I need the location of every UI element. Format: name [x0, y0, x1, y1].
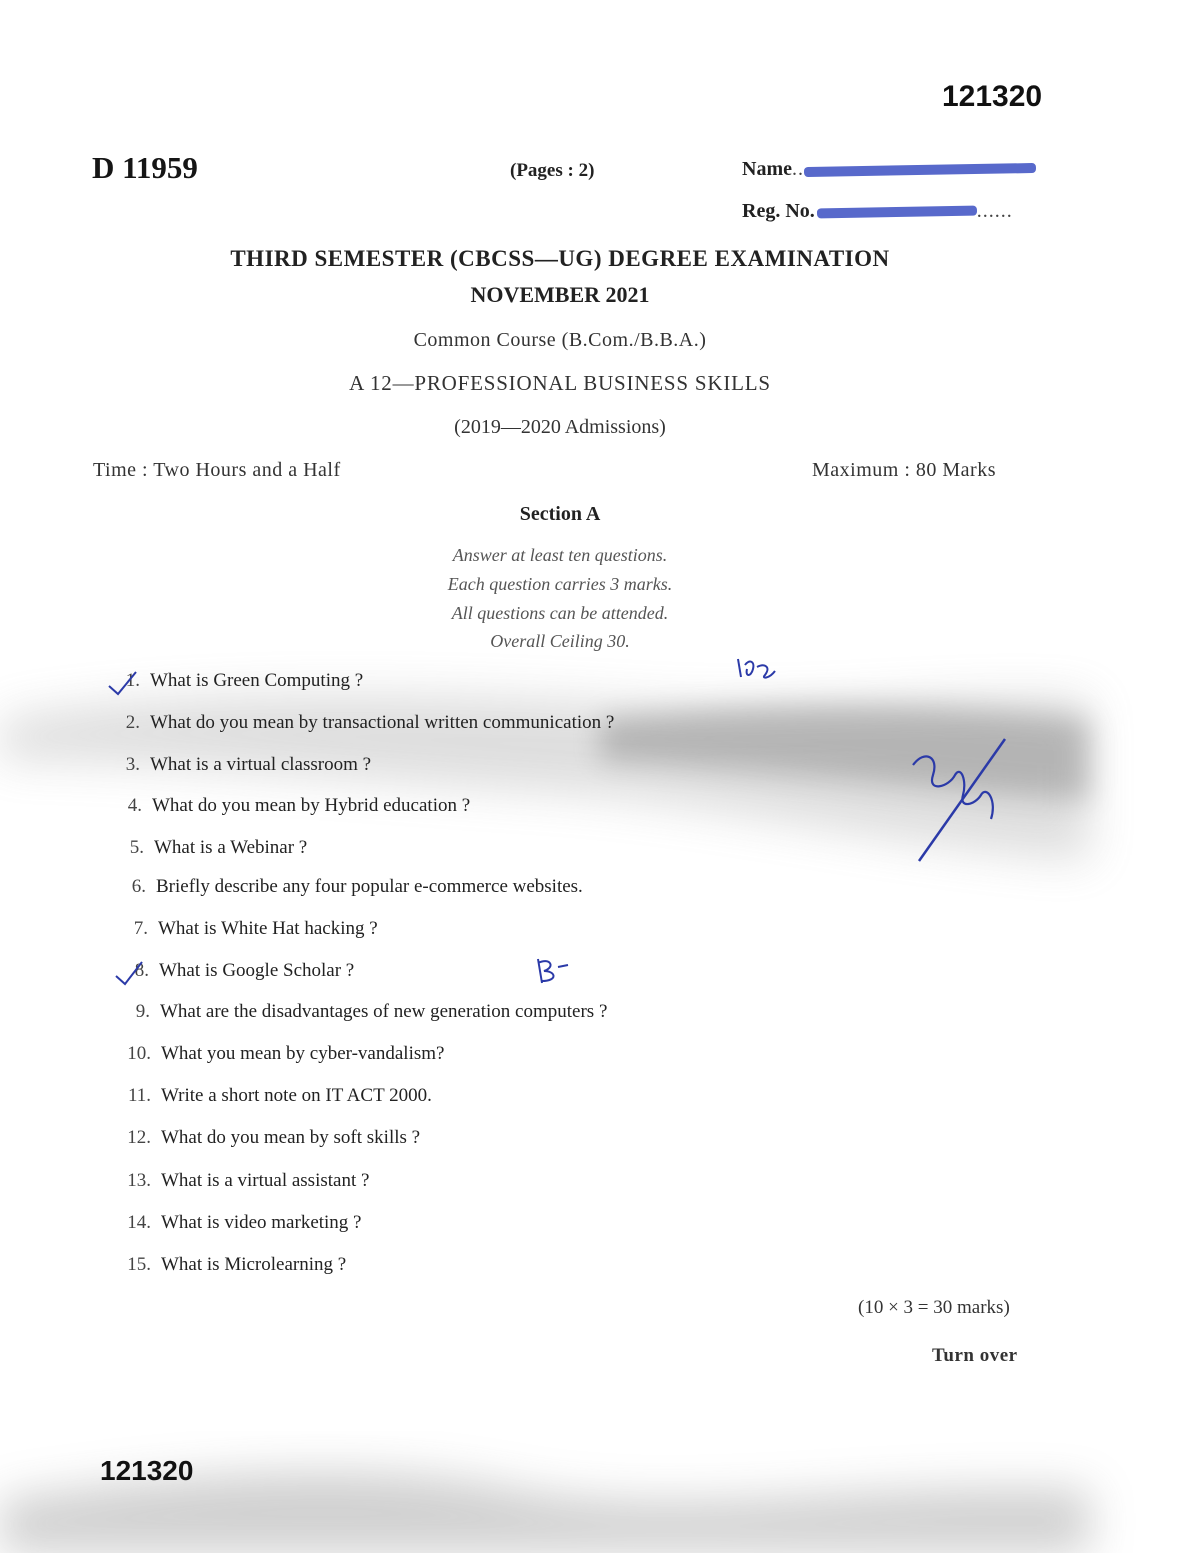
instruction-line: Answer at least ten questions.: [452, 545, 668, 565]
page-count: (Pages : 2): [510, 160, 595, 181]
turn-over-note: Turn over: [932, 1345, 1018, 1366]
question-number: 15.: [127, 1254, 151, 1275]
barcode-number-top: 121320: [942, 80, 1043, 113]
question-text: What are the disadvantages of new generation computers ?: [160, 1001, 608, 1022]
question-text: What is video marketing ?: [161, 1212, 362, 1233]
question-item: [114, 1001, 607, 1023]
question-number: 4.: [127, 795, 142, 816]
question-item: [108, 837, 307, 859]
question-text: What is a virtual assistant ?: [161, 1170, 370, 1191]
question-number: 14.: [127, 1212, 151, 1233]
maximum-marks: Maximum : 80 Marks: [812, 459, 996, 481]
section-heading: Section A: [519, 503, 601, 525]
question-number: 2.: [125, 712, 140, 733]
question-text: What is a Webinar ?: [154, 837, 308, 858]
handwritten-tick-mark-2: [112, 958, 152, 988]
subject-name: A 12—PROFESSIONAL BUSINESS SKILLS: [349, 371, 771, 395]
question-number: 6.: [131, 876, 146, 897]
question-item: [115, 1127, 420, 1149]
question-number: 12.: [127, 1127, 151, 1148]
reg-no-redaction: [817, 206, 977, 219]
instruction-line: All questions can be attended.: [451, 603, 669, 623]
handwritten-tick-mark-1: [104, 668, 144, 698]
exam-duration: Time : Two Hours and a Half: [93, 459, 341, 481]
question-number: 7.: [133, 918, 148, 939]
reg-no-field: Reg. No. ......: [742, 200, 1013, 222]
paper-code: D 11959: [92, 150, 198, 185]
question-number: 8.: [134, 960, 149, 981]
question-item: [104, 712, 614, 734]
name-redaction: [804, 163, 1036, 177]
question-text: What is White Hat hacking ?: [158, 918, 378, 939]
question-text: What do you mean by transactional written communication ?: [150, 712, 615, 733]
question-item: [115, 1043, 444, 1065]
question-item: [104, 754, 371, 776]
question-text: What is Green Computing ?: [150, 670, 364, 691]
question-text: What is Microlearning ?: [161, 1254, 347, 1275]
question-item: [110, 876, 583, 898]
barcode-number-bottom: 121320: [100, 1455, 194, 1486]
question-text: What do you mean by Hybrid education ?: [152, 795, 471, 816]
question-text: What you mean by cyber-vandalism?: [161, 1043, 445, 1064]
question-number: 5.: [129, 837, 144, 858]
question-text: What is Google Scholar ?: [159, 960, 355, 981]
question-item: [112, 918, 378, 940]
name-label: Name: [742, 158, 792, 180]
question-text: What do you mean by soft skills ?: [161, 1127, 421, 1148]
course-name: Common Course (B.Com./B.B.A.): [413, 329, 707, 351]
exam-title: THIRD SEMESTER (CBCSS—UG) DEGREE EXAMINATION: [230, 246, 890, 271]
section-marks-total: (10 × 3 = 30 marks): [858, 1297, 1010, 1318]
question-number: 9.: [135, 1001, 150, 1022]
question-number: 1.: [125, 670, 140, 691]
instruction-line: Each question carries 3 marks.: [447, 574, 673, 594]
question-number: 11.: [127, 1085, 151, 1106]
question-item: [115, 1170, 369, 1192]
handwritten-initials-1: [735, 655, 785, 685]
question-number: 10.: [127, 1043, 151, 1064]
exam-session: NOVEMBER 2021: [470, 282, 650, 307]
question-item: [115, 1085, 432, 1107]
name-field: Name..: [742, 158, 1036, 181]
reg-no-label: Reg. No.: [742, 200, 815, 222]
question-number: 13.: [127, 1170, 151, 1191]
question-item: [106, 795, 470, 817]
instruction-line: Overall Ceiling 30.: [490, 631, 630, 651]
question-text: Briefly describe any four popular e-commerce websites.: [156, 876, 583, 897]
question-text: Write a short note on IT ACT 2000.: [161, 1085, 432, 1106]
handwritten-signature: [905, 735, 1015, 865]
question-item: [115, 1212, 362, 1234]
question-text: What is a virtual classroom ?: [150, 754, 372, 775]
question-number: 3.: [125, 754, 140, 775]
admissions-note: (2019—2020 Admissions): [454, 416, 666, 438]
handwritten-initials-2: [532, 955, 572, 987]
question-item: [115, 1254, 346, 1276]
